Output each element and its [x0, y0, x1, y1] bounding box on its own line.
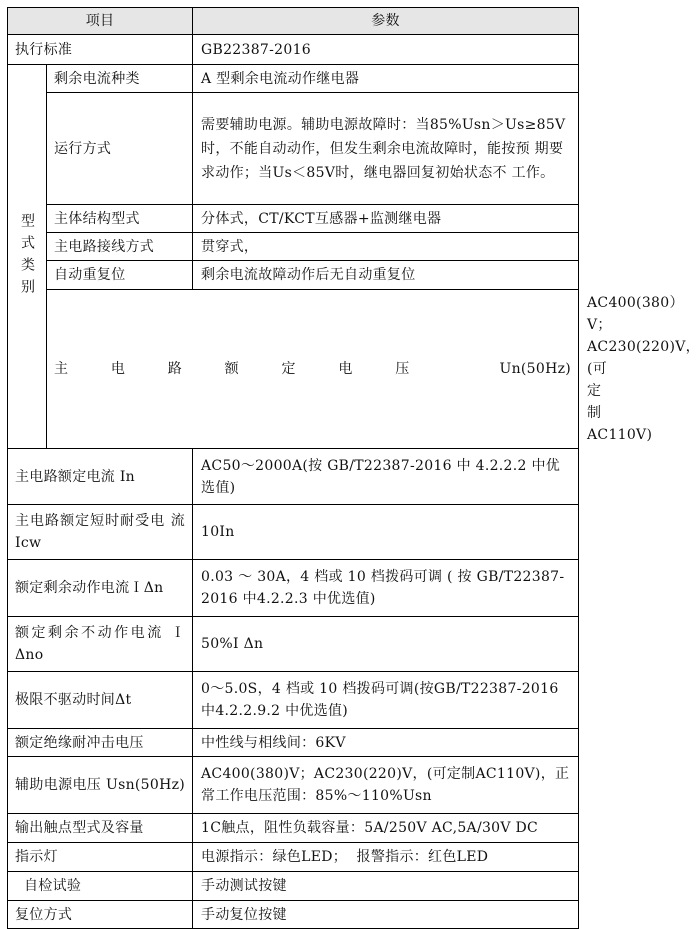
table-row [8, 901, 579, 929]
table-row [8, 93, 579, 205]
value-rated-current: AC50～2000A(按 GB/T22387-2016 中 4.2.2.2 中优选值) [193, 449, 579, 505]
table-row [8, 672, 579, 729]
label-self-test: 自检试验 [8, 872, 193, 901]
value-aux-voltage: AC400(380)V；AC230(220)V，(可定制AC110V)，正 常工作电压范围：85%～110%Usn [193, 757, 579, 814]
table-row [8, 729, 579, 757]
value-short-time: 10In [193, 505, 579, 560]
label-auto-reset: 自动重复位 [47, 261, 193, 290]
table-row [8, 205, 579, 233]
value-residual-op: 0.03 ～ 30A，4 档或 10 档拨码可调 ( 按 GB/T22387-2016 中4.2.2.3 中优选值) [193, 560, 579, 617]
label-standard: 执行标准 [8, 35, 193, 65]
label-residual-nonop: 额定剩余不动作电流 Ｉ Δno [8, 617, 193, 672]
label-reset: 复位方式 [8, 901, 193, 929]
label-wiring: 主电路接线方式 [47, 233, 193, 261]
spec-table [7, 7, 700, 929]
table-row [8, 560, 579, 617]
table-row [8, 843, 579, 872]
label-operation: 运行方式 [47, 93, 193, 205]
label-indicator: 指示灯 [8, 843, 193, 872]
label-rated-voltage: 主电路额定电压 Un(50Hz) [47, 290, 579, 449]
header-item: 项目 [8, 8, 193, 35]
label-short-time: 主电路额定短时耐受电 流 Icw [8, 505, 193, 560]
table-row [8, 872, 579, 901]
value-indicator: 电源指示：绿色LED； 报警指示：红色LED [193, 843, 579, 872]
value-wiring: 贯穿式， [193, 233, 579, 261]
value-residual-type: A 型剩余电流动作继电器 [193, 65, 579, 93]
table-row [8, 35, 579, 65]
table-row [8, 814, 579, 843]
label-residual-type: 剩余电流种类 [47, 65, 193, 93]
table-row [8, 233, 579, 261]
table-row: 主电路额定电压 Un(50Hz) AC400(380）V； AC230(220)V，(可定制AC110V) [8, 290, 579, 449]
table-row [8, 617, 579, 672]
table-row [8, 505, 579, 560]
label-aux-voltage: 辅助电源电压 Usn(50Hz) [8, 757, 193, 814]
table-row [8, 261, 579, 290]
value-auto-reset: 剩余电流故障动作后无自动重复位 [193, 261, 579, 290]
value-contact: 1C触点，阻性负载容量：5A/250V AC,5A/30V DC [193, 814, 579, 843]
value-structure: 分体式，CT/KCT互感器+监测继电器 [193, 205, 579, 233]
label-contact: 输出触点型式及容量 [8, 814, 193, 843]
value-impulse: 中性线与相线间：6KV [193, 729, 579, 757]
table-row [8, 65, 579, 93]
label-impulse: 额定绝缘耐冲击电压 [8, 729, 193, 757]
label-rated-current: 主电路额定电流 In [8, 449, 193, 505]
table-row [8, 449, 579, 505]
header-row [8, 8, 579, 35]
label-structure: 主体结构型式 [47, 205, 193, 233]
value-limit-time: 0～5.0S，4 档或 10 档拨码可调(按GB/T22387-2016 中4.2.2.9.2 中优选值) [193, 672, 579, 729]
value-residual-nonop: 50%I Δn [193, 617, 579, 672]
value-standard: GB22387-2016 [193, 35, 579, 65]
label-limit-time: 极限不驱动时间Δt [8, 672, 193, 729]
value-self-test: 手动测试按键 [193, 872, 579, 901]
table-row [8, 757, 579, 814]
value-reset: 手动复位按键 [193, 901, 579, 929]
label-residual-op: 额定剩余动作电流ＩΔn [8, 560, 193, 617]
value-operation: 需要辅助电源。辅助电源故障时：当85%Usn＞Us≥85V时，不能自动动作，但发生剩余电流故障时，能按预 期要求动作；当Us＜85V时，继电器回复初始状态不 工作。 [193, 93, 579, 205]
type-category-label: 型式类别 [8, 65, 47, 449]
header-param: 参数 [193, 8, 579, 35]
